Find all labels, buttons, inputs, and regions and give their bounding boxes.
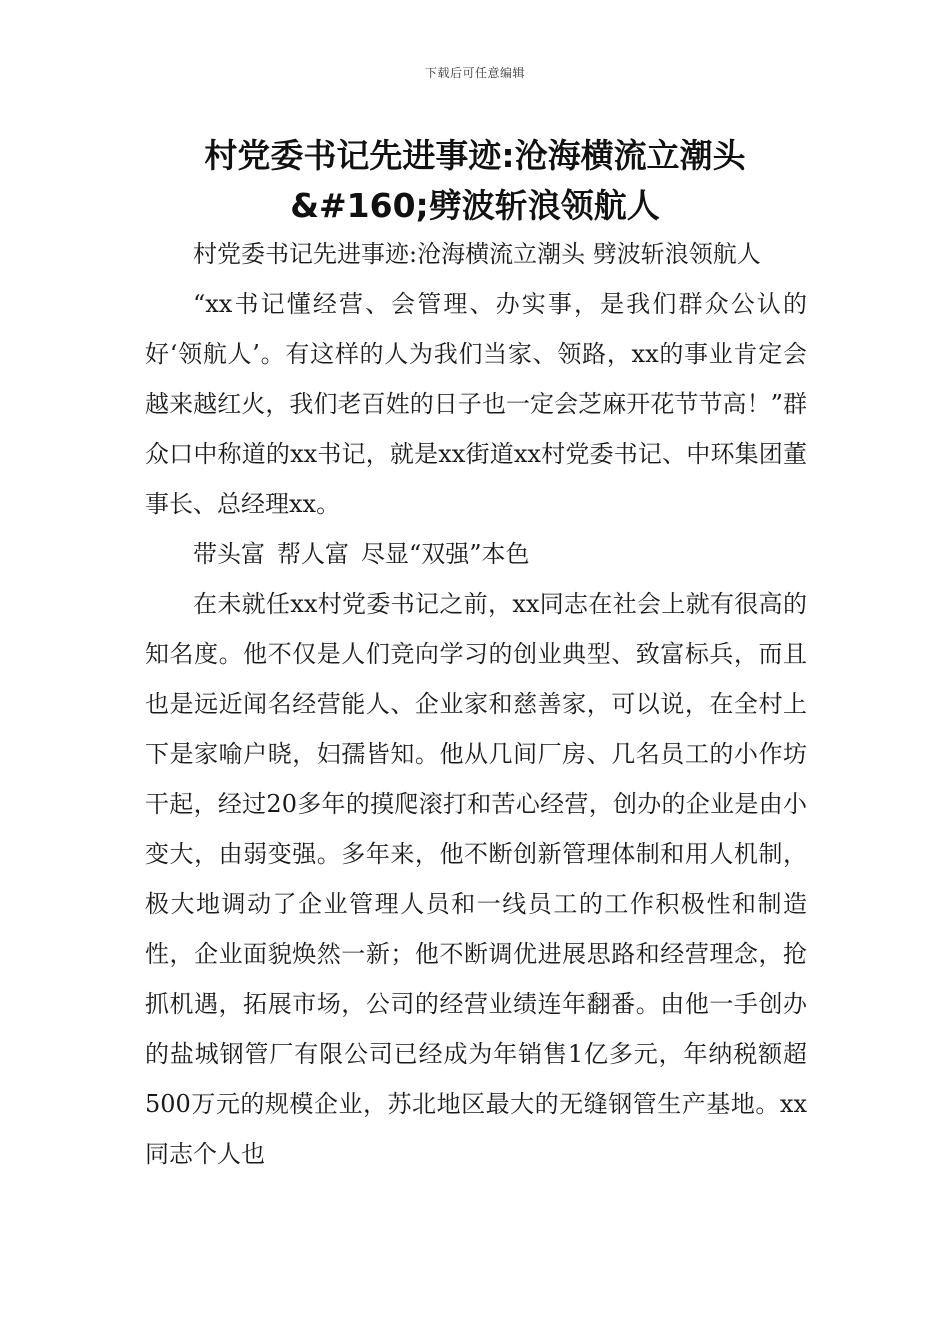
- paragraph-quote: “xx书记懂经营、会管理、办实事，是我们群众公认的好‘领航人’。有这样的人为我们当家、领路，xx的事业肯定会越来越红火，我们老百姓的日子也一定会芝麻开花节节高！”群众口中称道的xx书记，就是xx街道xx村党委书记、中环集团董事长、总经理xx。: [145, 290, 807, 518]
- section-heading-part-2: 帮人富: [277, 540, 349, 568]
- section-heading-part-3: 尽显“双强”本色: [361, 540, 530, 568]
- paragraph-biography: 在未就任xx村党委书记之前，xx同志在社会上就有很高的知名度。他不仅是人们竞向学习的创业典型、致富标兵，而且也是远近闻名经营能人、企业家和慈善家，可以说，在全村上下是家喻户晓，妇孺皆知。他从几间厂房、几名员工的小作坊干起，经过20多年的摸爬滚打和苦心经营，创办的企业是由小变大，由弱变强。多年来，他不断创新管理体制和用人机制，极大地调动了企业管理人员和一线员工的工作积极性和制造性，企业面貌焕然一新；他不断调优进展思路和经营理念，抢抓机遇，拓展市场，公司的经营业绩连年翻番。由他一手创办的盐城钢管厂有限公司已经成为年销售1亿多元，年纳税额超500万元的规模企业，苏北地区最大的无缝钢管生产基地。xx同志个人也: [145, 590, 807, 1168]
- document-title-line-2: &#160;劈波斩浪领航人: [290, 186, 660, 225]
- section-heading-part-1: 带头富: [193, 540, 265, 568]
- section-heading: [145, 529, 807, 579]
- document-body: [145, 229, 807, 1179]
- document-title-line-1: 村党委书记先进事迹:沧海横流立潮头: [204, 136, 746, 175]
- header-note: 下载后可任意编辑: [424, 66, 525, 80]
- paragraph-subtitle-repeat: 村党委书记先进事迹:沧海横流立潮头 劈波斩浪领航人: [193, 240, 761, 268]
